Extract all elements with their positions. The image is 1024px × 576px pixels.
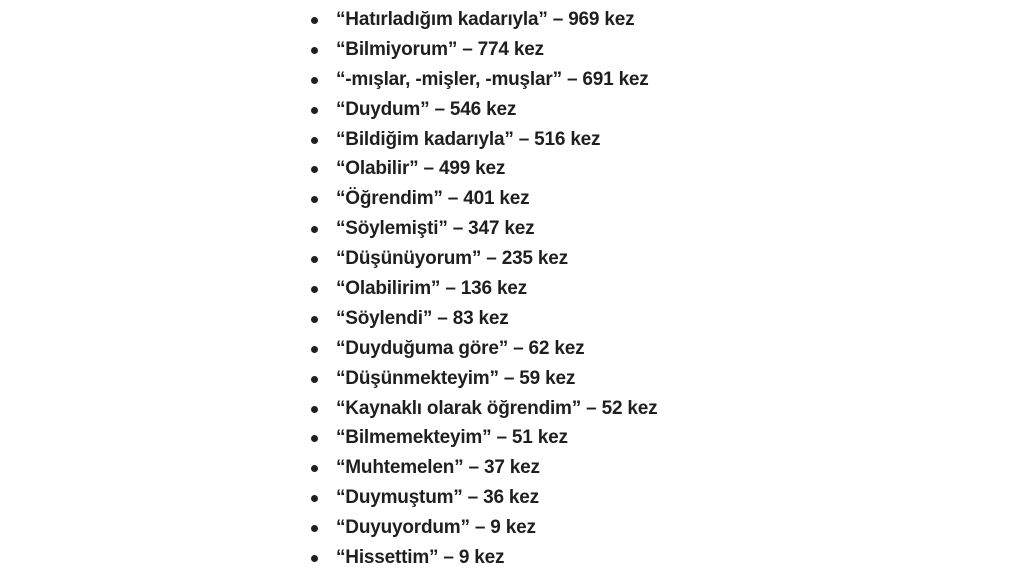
bullet-icon: [311, 47, 318, 54]
bullet-icon: [311, 316, 318, 323]
bullet-icon: [311, 406, 318, 413]
list-item-text: “Duydum” – 546 kez: [336, 98, 517, 120]
list-item-text: “Hatırladığım kadarıyla” – 969 kez: [336, 9, 635, 30]
list-item-text: “Hissettim” – 9 kez: [336, 547, 505, 569]
list-item: [311, 244, 657, 274]
bullet-icon: [311, 137, 318, 144]
bullet-icon: [311, 525, 318, 532]
list-item: [311, 483, 657, 513]
bullet-icon: [311, 196, 318, 203]
bullet-icon: [311, 465, 318, 472]
bullet-icon: [311, 376, 318, 383]
list-item: [311, 5, 657, 35]
bullet-icon: [311, 286, 318, 293]
list-item-text: “Olabilirim” – 136 kez: [336, 278, 527, 300]
list-item: [311, 513, 657, 543]
bullet-icon: [311, 435, 318, 442]
list-item-text: “Düşünüyorum” – 235 kez: [336, 248, 568, 270]
list-item: [311, 543, 657, 573]
list-item: [311, 214, 657, 244]
list-item: [311, 334, 657, 364]
list-item-text: “Bildiğim kadarıyla” – 516 kez: [336, 128, 601, 150]
list-item: [311, 364, 657, 394]
list-item-text: “Duymuştum” – 36 kez: [336, 487, 539, 509]
list-item: [311, 423, 657, 453]
list-item-text: “Öğrendim” – 401 kez: [336, 188, 530, 210]
list-item: [311, 154, 657, 184]
list-item: [311, 35, 657, 65]
list-item-text: “-mışlar, -mişler, -muşlar” – 691 kez: [336, 68, 649, 90]
list-item-text: “Kaynaklı olarak öğrendim” – 52 kez: [336, 397, 658, 419]
bullet-icon: [311, 555, 318, 562]
bullet-icon: [311, 226, 318, 233]
list-item-text: “Duyuyordum” – 9 kez: [336, 517, 536, 539]
list-item: [311, 453, 657, 483]
list-item: [311, 95, 657, 125]
list-item: [311, 65, 657, 95]
list-item: [311, 274, 657, 304]
bullet-icon: [311, 17, 318, 24]
bullet-icon: [311, 346, 318, 353]
list-item-text: “Bilmemekteyim” – 51 kez: [336, 427, 568, 449]
bullet-icon: [311, 495, 318, 502]
bullet-icon: [311, 107, 318, 114]
list-item-text: “Söylemişti” – 347 kez: [336, 218, 535, 240]
list-item-text: “Söylendi” – 83 kez: [336, 307, 509, 329]
bullet-icon: [311, 166, 318, 173]
list-item: [311, 184, 657, 214]
list-item-text: “Olabilir” – 499 kez: [336, 158, 506, 180]
bullet-icon: [311, 77, 318, 84]
list-item-text: “Muhtemelen” – 37 kez: [336, 457, 540, 479]
list-item-text: “Duyduğuma göre” – 62 kez: [336, 337, 585, 359]
list-item: [311, 304, 657, 334]
list-item-text: “Bilmiyorum” – 774 kez: [336, 38, 544, 60]
bullet-icon: [311, 256, 318, 263]
phrase-frequency-list: [311, 5, 657, 573]
list-item-text: “Düşünmekteyim” – 59 kez: [336, 367, 576, 389]
list-item: [311, 125, 657, 155]
list-item: [311, 394, 657, 424]
